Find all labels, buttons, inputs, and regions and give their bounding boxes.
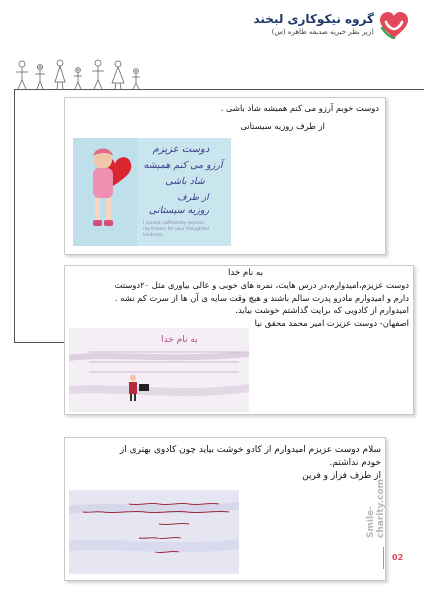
timeline-vertical-line: [14, 89, 15, 343]
letter-3-line: خودم نداشتم.: [329, 458, 381, 468]
letter-card-3: [64, 437, 386, 581]
letter-2-line: اصفهان- دوست عزیزت امیر محمد محقق نیا: [254, 317, 409, 328]
letter-2-line: امیدوارم از کادویی که برایت گذاشتم خوشت بیاید.: [235, 305, 409, 315]
letter-2-body: [69, 279, 409, 329]
page-number: 02: [392, 553, 404, 562]
card-text: دوست عزیزم: [152, 144, 210, 155]
card-text: از طرف: [177, 193, 209, 203]
letter-2-line: دوست عزیزم،امیدوارم،در درس هایت، نمره های خوبی و عالی بیاوری مثل ۲۰دوستت: [114, 280, 409, 290]
card-text: آرزو می کنم همیشه: [143, 160, 223, 171]
heart-logo-icon: [378, 10, 410, 42]
family-figures-illustration: [12, 58, 162, 92]
letter-card-1: [64, 97, 386, 255]
handwritten-note-photo: [69, 490, 239, 574]
header-banner: [188, 8, 418, 48]
letter-card-2: [64, 265, 414, 415]
page-number-divider: [383, 547, 384, 569]
photo-text: به نام خدا: [161, 335, 198, 345]
letter-3-line: سلام دوست عزیزم امیدوارم از کادو خوشت بیاید چون کادوی بهتری از: [119, 445, 381, 455]
logo-text: [253, 12, 374, 36]
top-divider-line: [14, 89, 424, 90]
letter-2-line: دارم و امیدوارم مادرو پدرت سالم باشند و هیچ وقت سایه ی آن ها از سرت کم نشه .: [114, 292, 409, 303]
card-caption: kindness.: [143, 233, 164, 238]
card-text: روزیه سیستانی: [148, 205, 210, 216]
letter-1-signature: از طرف روزیه سیستانی: [240, 121, 325, 131]
organization-title: گروه نیکوکاری لبخند: [253, 12, 374, 26]
connector-line: [14, 342, 64, 343]
letter-2-heading: به نام خدا: [227, 268, 263, 278]
card-text: شاد باشی: [165, 176, 205, 187]
greeting-card-photo: [73, 138, 231, 246]
organization-subtitle: (زیر نظر خیریه صدیقه طاهره (س): [271, 28, 374, 36]
letter-1-line: دوست خوبم آرزو می کنم همیشه شاد باشی .: [220, 103, 379, 113]
card-caption: I cannot sufficiently express: [143, 221, 205, 226]
website-url: Smile-charity.com: [366, 479, 386, 538]
letter-3-line: از طرف فراز و فرین: [302, 471, 381, 481]
card-caption: my thanks for your thoughtful: [143, 227, 209, 232]
letter-3-body: [69, 444, 381, 483]
handwritten-letter-photo: [69, 328, 249, 412]
